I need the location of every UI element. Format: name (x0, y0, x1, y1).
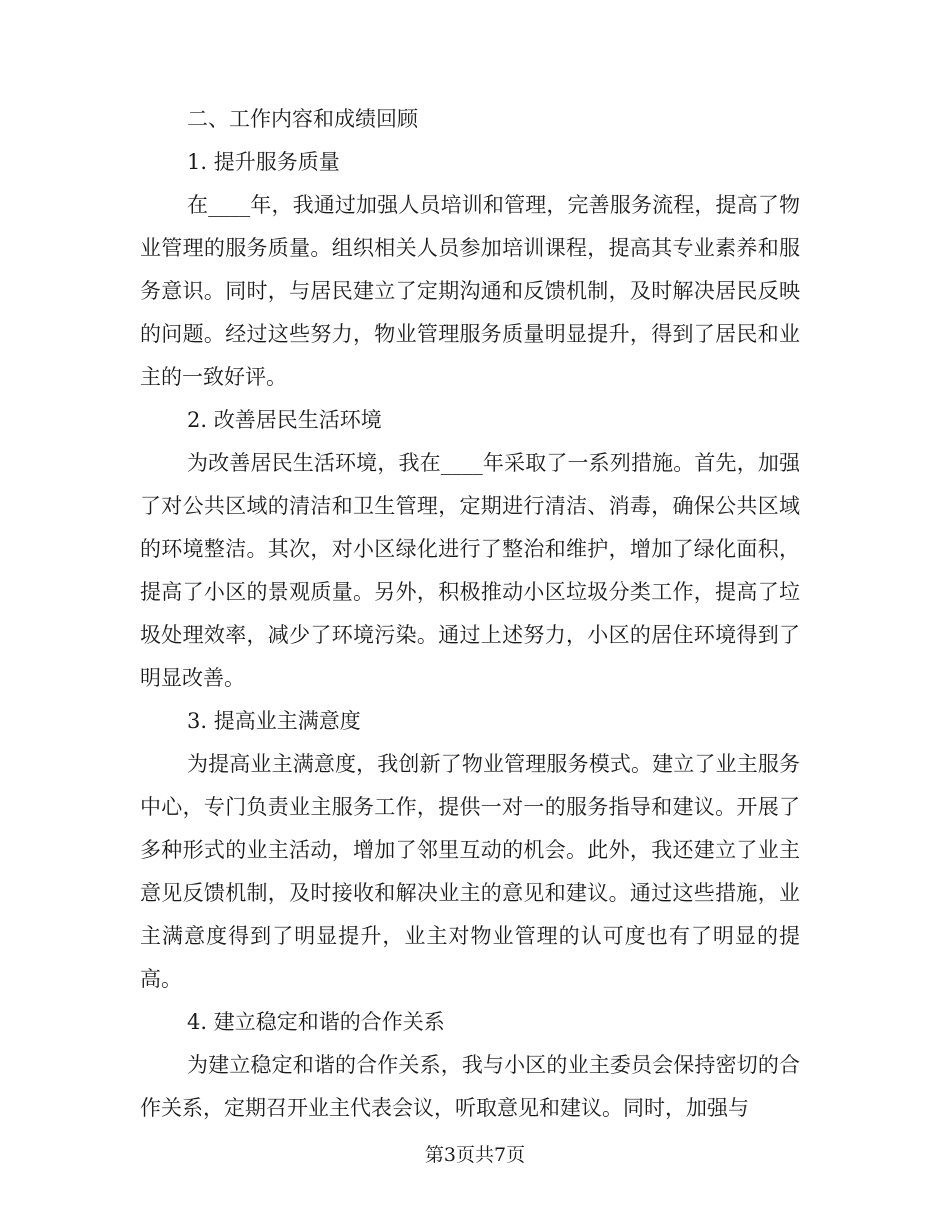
item-heading-1: 1. 提升服务质量 (187, 150, 340, 174)
item-heading-4: 4. 建立稳定和谐的合作关系 (187, 1010, 445, 1034)
section-title: 二、工作内容和成绩回顾 (187, 107, 418, 131)
document-body (140, 98, 800, 1130)
item-paragraph-2: 为改善居民生活环境，我在____年采取了一系列措施。首先，加强了对公共区域的清洁和卫生管理，定期进行清洁、消毒，确保公共区域的环境整洁。其次，对小区绿化进行了整治和维护，增加了绿化面积，提高了小区的景观质量。另外，积极推动小区垃圾分类工作，提高了垃圾处理效率，减少了环境污染。通过上述努力，小区的居住环境得到了明显改善。 (140, 451, 800, 690)
page-number-footer: 第3页共7页 (424, 1144, 526, 1166)
item-heading-3: 3. 提高业主满意度 (187, 709, 361, 733)
item-heading-2: 2. 改善居民生活环境 (187, 408, 382, 432)
item-paragraph-3: 为提高业主满意度，我创新了物业管理服务模式。建立了业主服务中心，专门负责业主服务工作，提供一对一的服务指导和建议。开展了多种形式的业主活动，增加了邻里互动的机会。此外，我还建立了业主意见反馈机制，及时接收和解决业主的意见和建议。通过这些措施，业主满意度得到了明显提升，业主对物业管理的认可度也有了明显的提高。 (140, 752, 800, 991)
item-paragraph-1: 在____年，我通过加强人员培训和管理，完善服务流程，提高了物业管理的服务质量。组织相关人员参加培训课程，提高其专业素养和服务意识。同时，与居民建立了定期沟通和反馈机制，及时解决居民反映的问题。经过这些努力，物业管理服务质量明显提升，得到了居民和业主的一致好评。 (140, 193, 800, 389)
item-paragraph-4: 为建立稳定和谐的合作关系，我与小区的业主委员会保持密切的合作关系，定期召开业主代表会议，听取意见和建议。同时，加强与 (140, 1053, 800, 1120)
